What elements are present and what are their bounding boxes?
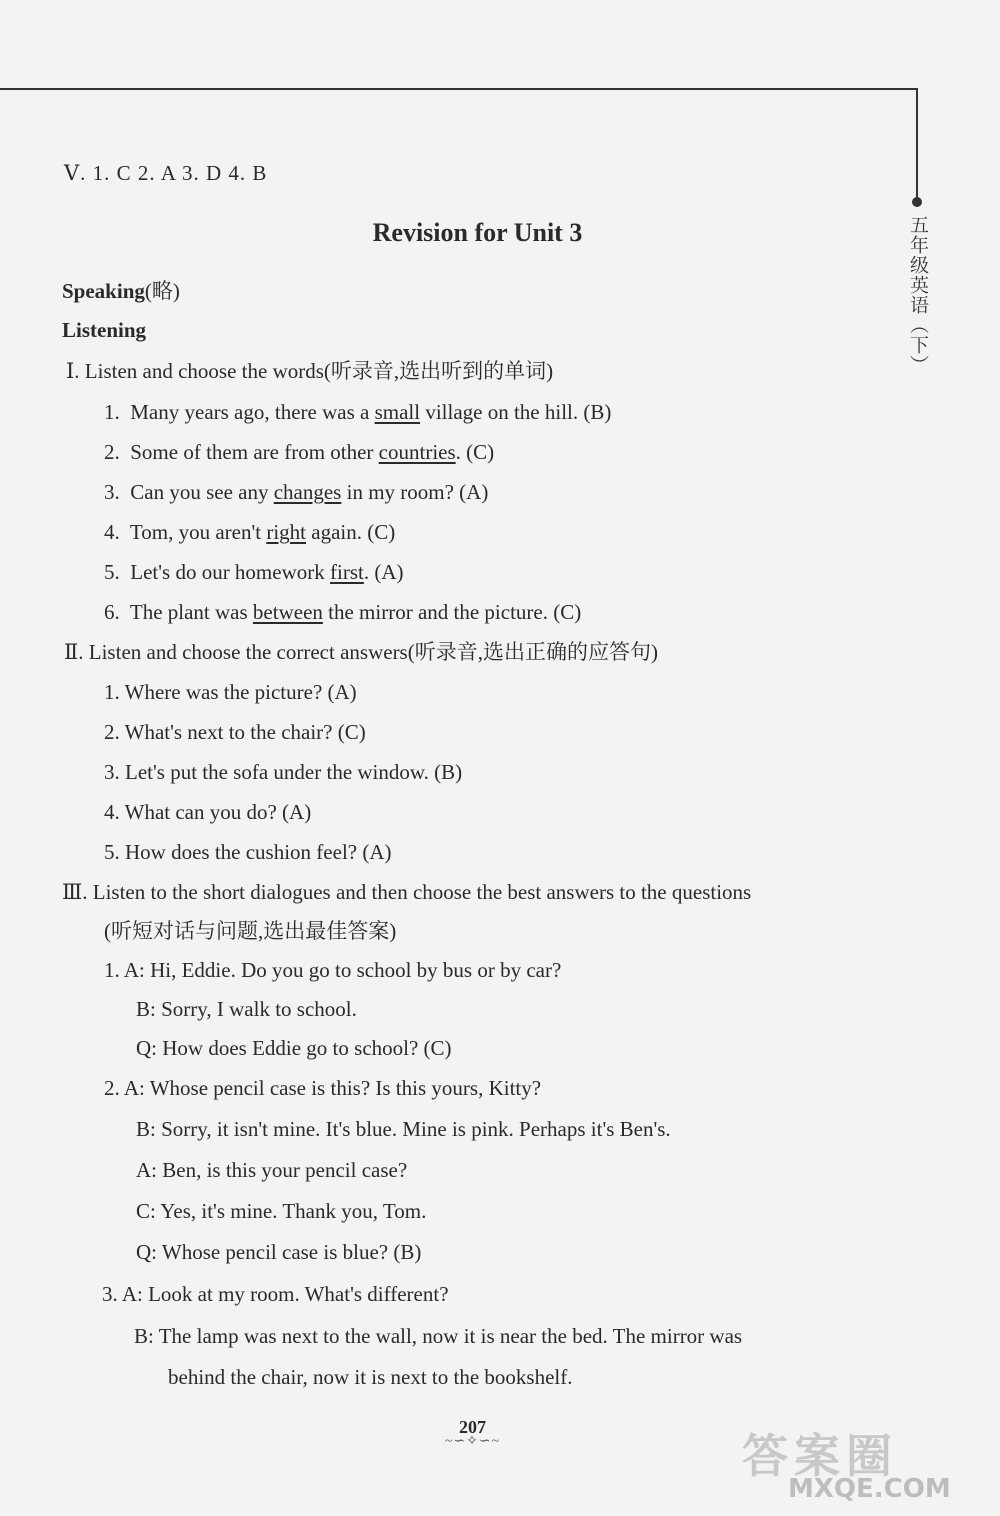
section2-item: 4. What can you do? (A) xyxy=(104,800,312,824)
dialogue-line: B: The lamp was next to the wall, now it is near the bed. The mirror was xyxy=(134,1324,743,1348)
item-answer: again. (C) xyxy=(306,520,396,544)
page-number: 207 xyxy=(459,1417,486,1437)
item-text: Can you see any xyxy=(130,480,274,504)
top-rule xyxy=(0,88,918,90)
section2-item: 3. Let's put the sofa under the window. (B) xyxy=(104,760,463,784)
watermark-url: MXQE.COM xyxy=(788,1474,951,1504)
page-title: Revision for Unit 3 xyxy=(372,218,583,247)
dialogue-line: A: Ben, is this your pencil case? xyxy=(136,1158,408,1182)
section2-item: 2. What's next to the chair? (C) xyxy=(104,720,366,744)
section1-heading: Ⅰ. Listen and choose the words(听录音,选出听到的单词) xyxy=(66,359,554,383)
page-ornament: ~∽✧∽~ xyxy=(444,1434,501,1449)
underlined-word: between xyxy=(252,600,323,624)
dialogue-line: 2. A: Whose pencil case is this? Is this yours, Kitty? xyxy=(104,1076,542,1100)
underlined-word: first xyxy=(330,560,364,584)
dialogue-line: B: Sorry, I walk to school. xyxy=(136,997,357,1021)
speaking-note: (略) xyxy=(144,279,180,303)
dialogue-line: 3. A: Look at my room. What's different? xyxy=(102,1282,449,1306)
section3-heading: Ⅲ. Listen to the short dialogues and then choose the best answers to the questions xyxy=(62,880,752,904)
section1-item xyxy=(104,559,403,585)
watermark xyxy=(742,1420,992,1510)
dialogue-question: Q: How does Eddie go to school? (C) xyxy=(136,1036,452,1060)
side-label: 五年级英语（下） xyxy=(907,215,929,375)
section2-item: 1. Where was the picture? (A) xyxy=(104,680,357,704)
speaking-label: Speaking xyxy=(62,279,145,303)
item-text: The plant was xyxy=(129,600,253,624)
rule-end-dot xyxy=(912,197,922,207)
underlined-word: right xyxy=(266,520,306,544)
item-number: 5. xyxy=(104,560,120,584)
underlined-word: small xyxy=(374,400,421,424)
item-answer: the mirror and the picture. (C) xyxy=(322,600,582,624)
item-number: 1. xyxy=(104,400,120,424)
item-answer: . (A) xyxy=(363,560,404,584)
section1-item xyxy=(104,399,611,425)
item-answer: in my room? (A) xyxy=(341,480,489,504)
item-number: 2. xyxy=(104,440,120,464)
underlined-word: countries xyxy=(378,440,456,464)
item-answer: . (C) xyxy=(455,440,495,464)
item-text: Many years ago, there was a xyxy=(130,400,375,424)
section1-item xyxy=(104,439,494,465)
item-text: Tom, you aren't xyxy=(129,520,267,544)
listening-label: Listening xyxy=(62,318,147,342)
section1-item xyxy=(104,519,395,545)
watermark-logo: 答案圈 xyxy=(742,1429,898,1483)
dialogue-line: 1. A: Hi, Eddie. Do you go to school by bus or by car? xyxy=(104,958,562,982)
section3-heading-cont: (听短对话与问题,选出最佳答案) xyxy=(104,919,397,943)
dialogue-line: behind the chair, now it is next to the bookshelf. xyxy=(168,1365,573,1389)
item-number: 6. xyxy=(104,600,120,624)
dialogue-line: C: Yes, it's mine. Thank you, Tom. xyxy=(136,1199,427,1223)
item-text: Let's do our homework xyxy=(130,560,330,584)
underlined-word: changes xyxy=(273,480,342,504)
speaking-line xyxy=(62,278,180,304)
section2-item: 5. How does the cushion feel? (A) xyxy=(104,840,392,864)
item-text: Some of them are from other xyxy=(130,440,379,464)
item-number: 3. xyxy=(104,480,120,504)
item-number: 4. xyxy=(104,520,120,544)
previous-answers: Ⅴ. 1. C 2. A 3. D 4. B xyxy=(64,161,268,185)
section1-item xyxy=(104,599,581,625)
section2-heading: Ⅱ. Listen and choose the correct answers(听录音,选出正确的应答句) xyxy=(64,640,658,664)
dialogue-question: Q: Whose pencil case is blue? (B) xyxy=(136,1240,422,1264)
item-answer: village on the hill. (B) xyxy=(420,400,612,424)
dialogue-line: B: Sorry, it isn't mine. It's blue. Mine is pink. Perhaps it's Ben's. xyxy=(136,1117,671,1141)
section1-item xyxy=(104,479,488,505)
side-rule xyxy=(916,88,918,200)
